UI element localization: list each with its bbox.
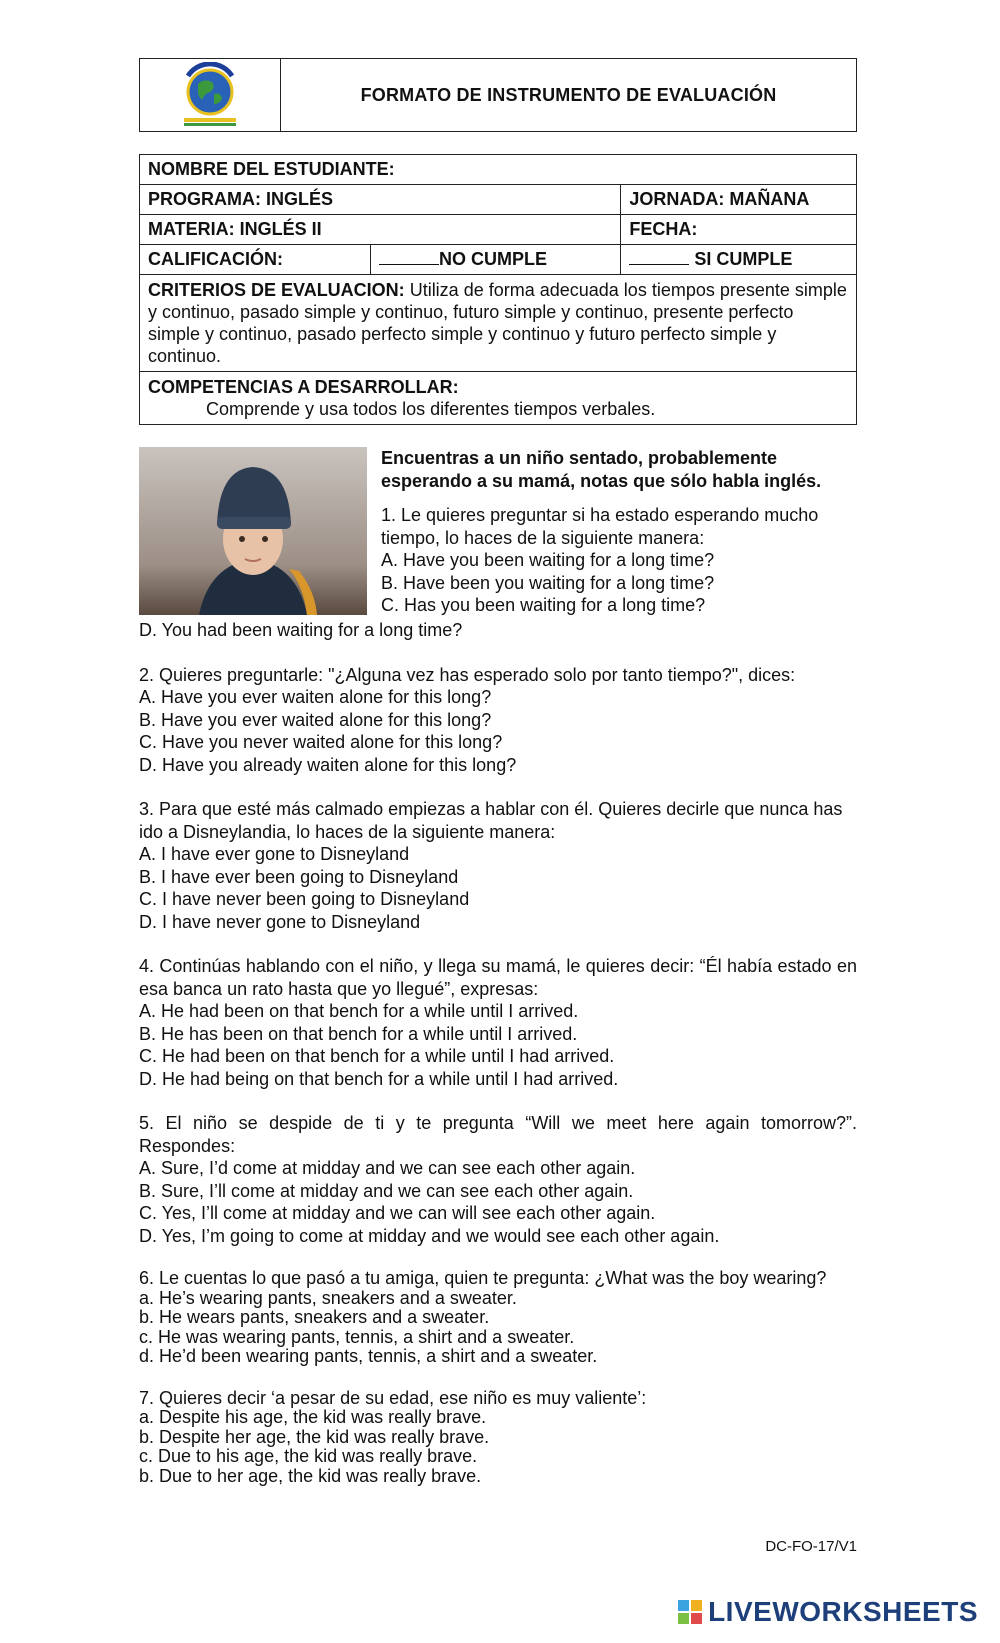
brand-name: LIVEWORKSHEETS bbox=[708, 1596, 978, 1627]
answer-option[interactable]: d. He’d been wearing pants, tennis, a shirt and a sweater. bbox=[139, 1346, 598, 1366]
question-4 bbox=[139, 955, 857, 1090]
date-field[interactable]: FECHA: bbox=[621, 215, 857, 245]
criteria-text: Utiliza de forma adecuada los tiempos presente simple y continuo, pasado simple y continuo, futuro simple y continuo, presente perfecto simple y continuo, pasado perfecto simple y continuo y futuro perfecto simple y continuo. bbox=[148, 280, 847, 366]
program-cell: PROGRAMA: INGLÉS bbox=[140, 185, 621, 215]
question-prompt: 6. Le cuentas lo que pasó a tu amiga, quien te pregunta: ¿What was the boy wearing? bbox=[139, 1268, 827, 1288]
answer-option[interactable]: A. I have ever gone to Disneyland bbox=[139, 844, 410, 864]
question-7 bbox=[139, 1389, 857, 1487]
answer-option[interactable]: C. I have never been going to Disneyland bbox=[139, 889, 470, 909]
document-title: FORMATO DE INSTRUMENTO DE EVALUACIÓN bbox=[360, 84, 777, 105]
si-cumple-label: SI CUMPLE bbox=[694, 249, 793, 269]
answer-option[interactable]: B. Have you ever waited alone for this long? bbox=[139, 709, 492, 730]
answer-option[interactable]: C. Have you never waited alone for this long? bbox=[139, 732, 503, 752]
criteria-label: CRITERIOS DE EVALUACION: bbox=[148, 280, 405, 300]
competencies-cell bbox=[140, 372, 857, 425]
answer-option[interactable]: D. Yes, I’m going to come at midday and we would see each other again. bbox=[139, 1225, 720, 1246]
answer-option[interactable]: D. You had been waiting for a long time? bbox=[139, 620, 463, 640]
answer-option[interactable]: C. Yes, I’ll come at midday and we can will see each other again. bbox=[139, 1203, 656, 1223]
schedule-cell: JORNADA: MAÑANA bbox=[621, 185, 857, 215]
question-3 bbox=[139, 798, 857, 933]
boy-photo bbox=[139, 447, 367, 615]
question-prompt: 3. Para que esté más calmado empiezas a hablar con él. Quieres decirle que nunca has ido a Disneylandia, lo haces de la siguiente manera: bbox=[139, 799, 843, 842]
answer-option[interactable]: C. He had been on that bench for a while until I had arrived. bbox=[139, 1046, 615, 1066]
subject-cell: MATERIA: INGLÉS II bbox=[140, 215, 621, 245]
answer-option[interactable]: a. Despite his age, the kid was really brave. bbox=[139, 1407, 487, 1427]
student-name-field[interactable]: NOMBRE DEL ESTUDIANTE: bbox=[140, 155, 857, 185]
questions-section bbox=[139, 447, 857, 1486]
school-logo bbox=[140, 59, 281, 131]
answer-option[interactable]: c. He was wearing pants, tennis, a shirt and a sweater. bbox=[139, 1326, 575, 1347]
answer-option[interactable]: D. Have you already waiten alone for this long? bbox=[139, 754, 517, 775]
criteria-cell bbox=[140, 275, 857, 372]
answer-option[interactable]: A. Sure, I’d come at midday and we can see each other again. bbox=[139, 1158, 636, 1178]
no-cumple-label: NO CUMPLE bbox=[439, 249, 547, 269]
document-code: DC-FO-17/V1 bbox=[765, 1538, 857, 1555]
question-prompt: 2. Quieres preguntarle: "¿Alguna vez has esperado solo por tanto tiempo?", dices: bbox=[139, 664, 796, 685]
answer-option[interactable]: C. Has you been waiting for a long time? bbox=[381, 595, 706, 615]
no-cumple-option[interactable] bbox=[371, 245, 621, 275]
liveworksheets-logo-icon bbox=[678, 1600, 702, 1624]
liveworksheets-brand[interactable] bbox=[678, 1596, 978, 1628]
answer-option[interactable]: B. He has been on that bench for a while until I arrived. bbox=[139, 1023, 578, 1044]
answer-option[interactable]: b. He wears pants, sneakers and a sweater. bbox=[139, 1307, 490, 1327]
competencies-label: COMPETENCIAS A DESARROLLAR: bbox=[148, 377, 459, 397]
worksheet-page bbox=[139, 58, 857, 1508]
answer-option[interactable]: c. Due to his age, the kid was really brave. bbox=[139, 1446, 478, 1466]
si-cumple-option[interactable] bbox=[621, 245, 857, 275]
answer-option[interactable]: A. Have you ever waiten alone for this long? bbox=[139, 687, 492, 707]
question-prompt: 1. Le quieres preguntar si ha estado esperando mucho tiempo, lo haces de la siguiente manera: bbox=[381, 505, 819, 548]
globe-logo-icon bbox=[174, 62, 246, 128]
answer-option[interactable]: D. He had being on that bench for a while until I had arrived. bbox=[139, 1068, 619, 1089]
question-2 bbox=[139, 664, 857, 777]
question-prompt: 4. Continúas hablando con el niño, y llega su mamá, le quieres decir: “Él había estado en esa banca un rato hasta que yo llegué”, expresas: bbox=[139, 956, 857, 999]
answer-option[interactable]: B. I have ever been going to Disneyland bbox=[139, 866, 459, 887]
grade-label: CALIFICACIÓN: bbox=[140, 245, 371, 275]
answer-option[interactable]: b. Due to her age, the kid was really brave. bbox=[139, 1465, 482, 1486]
answer-option[interactable]: B. Sure, I’ll come at midday and we can see each other again. bbox=[139, 1180, 634, 1201]
answer-option[interactable]: b. Despite her age, the kid was really brave. bbox=[139, 1426, 490, 1447]
intro-text: Encuentras a un niño sentado, probablemente esperando a su mamá, notas que sólo habla inglés. bbox=[381, 448, 822, 491]
answer-option[interactable]: D. I have never gone to Disneyland bbox=[139, 911, 421, 932]
answer-option[interactable]: A. He had been on that bench for a while until I arrived. bbox=[139, 1001, 579, 1021]
answer-option[interactable]: a. He’s wearing pants, sneakers and a sweater. bbox=[139, 1287, 517, 1308]
document-header bbox=[139, 58, 857, 132]
answer-option[interactable]: B. Have been you waiting for a long time? bbox=[381, 572, 715, 593]
competencies-text: Comprende y usa todos los diferentes tiempos verbales. bbox=[206, 399, 656, 419]
question-5 bbox=[139, 1112, 857, 1247]
student-info-table bbox=[139, 154, 857, 425]
answer-option[interactable]: A. Have you been waiting for a long time? bbox=[381, 550, 715, 570]
question-prompt: 5. El niño se despide de ti y te pregunta “Will we meet here again tomorrow?”. Respondes: bbox=[139, 1113, 857, 1156]
question-prompt: 7. Quieres decir ‘a pesar de su edad, ese niño es muy valiente’: bbox=[139, 1387, 647, 1408]
question-6 bbox=[139, 1269, 857, 1367]
